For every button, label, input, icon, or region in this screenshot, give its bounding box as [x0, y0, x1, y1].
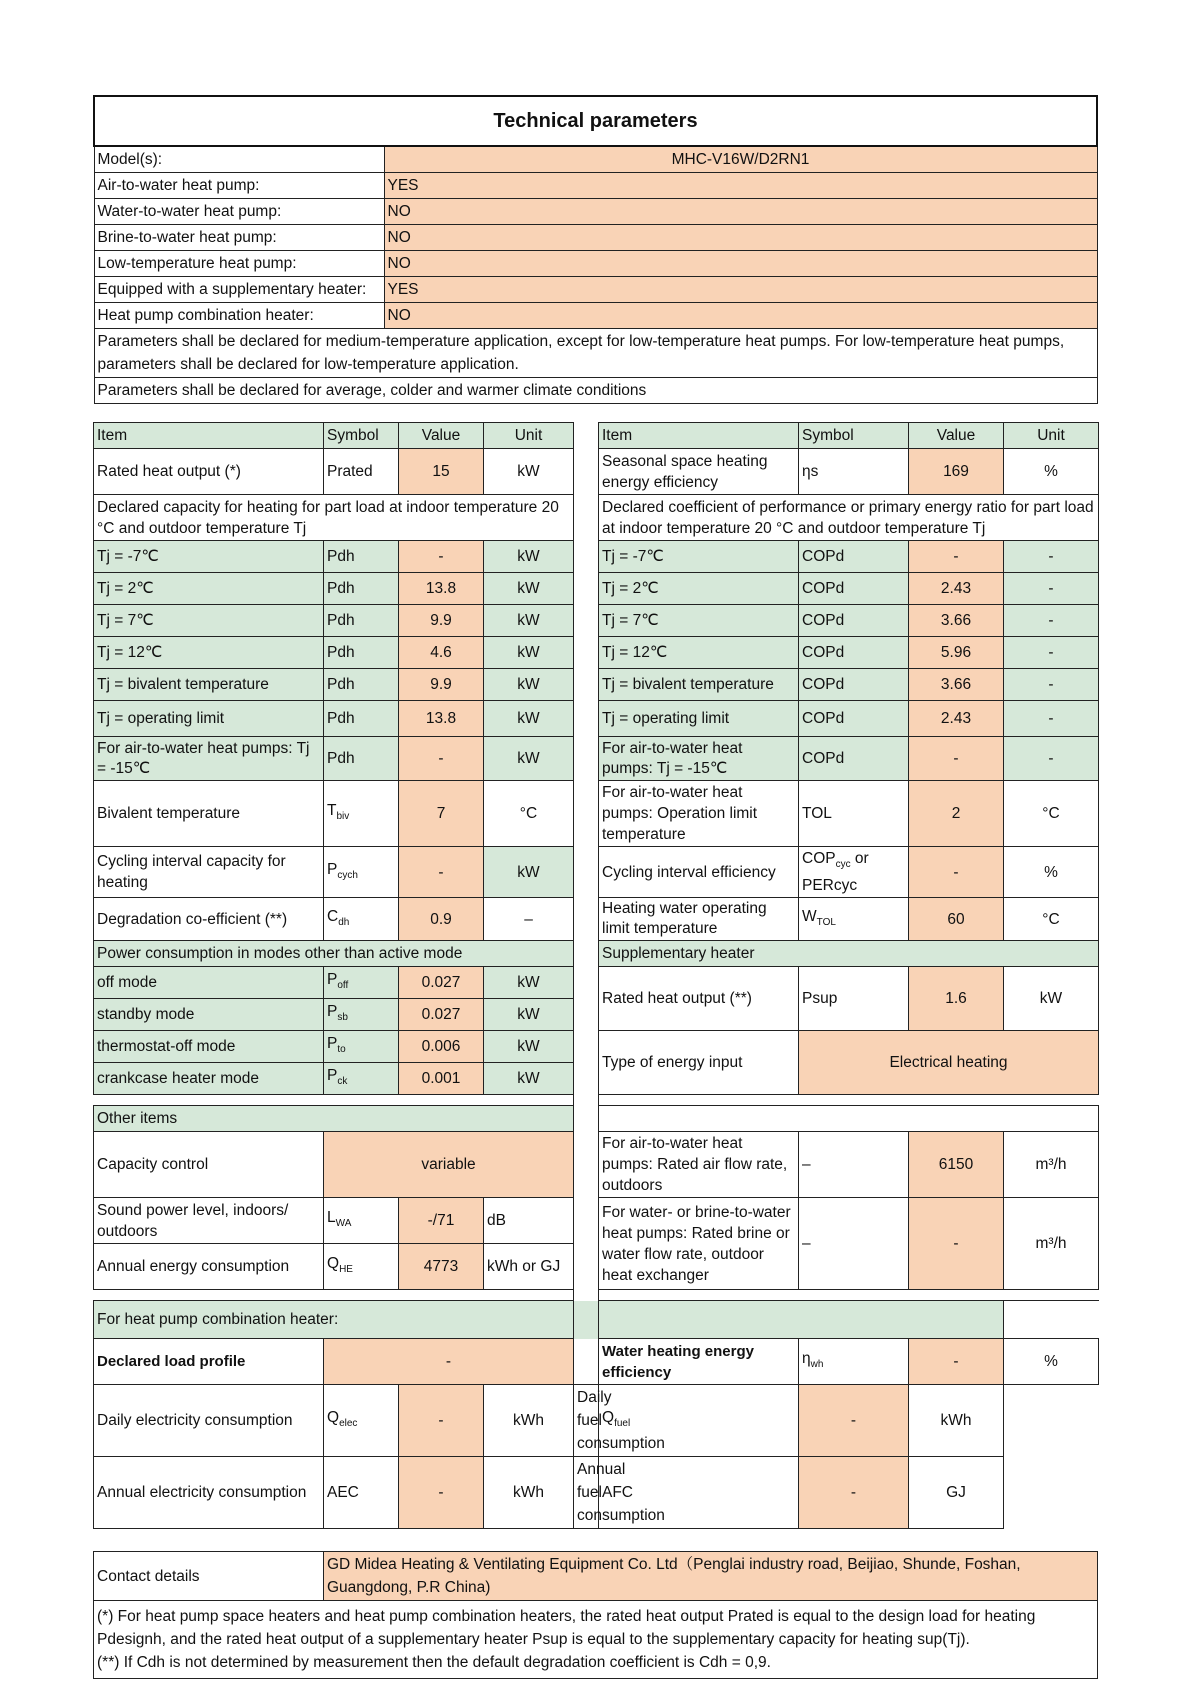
part-load-symbol: Pdh: [324, 541, 399, 573]
mode-value: 0.027: [399, 967, 484, 999]
flag-value: YES: [384, 277, 1097, 303]
part-load-symbol: Pdh: [324, 637, 399, 669]
flag-value: YES: [384, 173, 1097, 199]
bivalent-value: 7: [399, 781, 484, 847]
seasonal-unit: %: [1004, 449, 1099, 495]
application-note: Parameters shall be declared for medium-temperature application, except for low-temperature heat pumps. For low-temperature heat pumps, parameters shall be declared for low-temperature application.: [94, 329, 1097, 378]
annual-energy-unit: kWh or GJ: [484, 1244, 574, 1290]
annual-energy-value: 4773: [399, 1244, 484, 1290]
combination-heater-title: For heat pump combination heater:: [94, 1301, 1004, 1339]
cop-label: Tj = 12℃: [599, 637, 799, 669]
declared-capacity-title: Declared capacity for heating for part load at indoor temperature 20 °C and outdoor temperature Tj: [94, 495, 574, 541]
degradation-unit: –: [484, 898, 574, 941]
cop-value: 3.66: [909, 605, 1004, 637]
col-header-symbol: Symbol: [799, 423, 909, 449]
wtol-label: Heating water operating limit temperature: [599, 898, 799, 941]
part-load-unit: kW: [484, 637, 574, 669]
model-label: Model(s):: [94, 146, 384, 173]
flag-label: Heat pump combination heater:: [94, 303, 384, 329]
column-gap: [574, 423, 599, 1385]
daily-electricity-symbol: $Q_{elec}$: [324, 1385, 399, 1457]
part-load-symbol: Pdh: [324, 573, 399, 605]
supplementary-heater-title: Supplementary heater: [599, 941, 1099, 967]
part-load-label: Tj = 2℃: [94, 573, 324, 605]
daily-fuel-symbol: $Q_{fuel}$: [599, 1385, 799, 1457]
air-flow-unit: m³/h: [1004, 1132, 1099, 1198]
degradation-value: 0.9: [399, 898, 484, 941]
cop-symbol: COPd: [799, 573, 909, 605]
air-flow-symbol: –: [799, 1132, 909, 1198]
flag-value: NO: [384, 199, 1097, 225]
cop-label: Tj = bivalent temperature: [599, 669, 799, 701]
mode-unit: kW: [484, 999, 574, 1031]
part-load-value: 13.8: [399, 701, 484, 737]
technical-parameters-sheet: [93, 95, 1098, 1679]
mode-label: thermostat-off mode: [94, 1031, 324, 1063]
cop-label: Tj = 2℃: [599, 573, 799, 605]
supp-rated-label: Rated heat output (**): [599, 967, 799, 1031]
sound-label: Sound power level, indoors/ outdoors: [94, 1198, 324, 1244]
annual-fuel-label: Annual fuel consumption: [574, 1457, 599, 1529]
degradation-label: Degradation co-efficient (**): [94, 898, 324, 941]
bivalent-unit: °C: [484, 781, 574, 847]
degradation-symbol: $C_{dh}$: [324, 898, 399, 941]
header-table: [93, 95, 1098, 404]
sound-symbol: $L_{WA}$: [324, 1198, 399, 1244]
annual-fuel-symbol: AFC: [599, 1457, 799, 1529]
part-load-value: 9.9: [399, 605, 484, 637]
part-load-label: Tj = -7℃: [94, 541, 324, 573]
annual-energy-label: Annual energy consumption: [94, 1244, 324, 1290]
supp-rated-symbol: Psup: [799, 967, 909, 1031]
mode-unit: kW: [484, 967, 574, 999]
part-load-unit: kW: [484, 605, 574, 637]
brine-flow-value: -: [909, 1198, 1004, 1290]
col-header-item: Item: [599, 423, 799, 449]
cop-symbol: COPd: [799, 737, 909, 781]
mode-value: 0.006: [399, 1031, 484, 1063]
rated-unit: kW: [484, 449, 574, 495]
cop-value: -: [909, 737, 1004, 781]
part-load-value: -: [399, 541, 484, 573]
water-heating-efficiency-symbol: $\eta_{wh}$: [799, 1339, 909, 1385]
sound-unit: dB: [484, 1198, 574, 1244]
air-flow-value: 6150: [909, 1132, 1004, 1198]
footnote-rated: (*) For heat pump space heaters and heat pump combination heaters, the rated heat output Prated is equal to the design load for heating Pdesignh, and the rated heat output of a supplementary heater Psup is equal to the supplementary capacity for heating sup(Tj).: [97, 1608, 1036, 1649]
mode-label: crankcase heater mode: [94, 1063, 324, 1095]
cop-symbol: COPd: [799, 605, 909, 637]
cop-label: Tj = operating limit: [599, 701, 799, 737]
wtol-symbol: $W_{TOL}$: [799, 898, 909, 941]
mode-unit: kW: [484, 1063, 574, 1095]
cop-symbol: COPd: [799, 541, 909, 573]
part-load-label: Tj = bivalent temperature: [94, 669, 324, 701]
cop-value: -: [909, 541, 1004, 573]
cop-unit: -: [1004, 701, 1099, 737]
footer-table: [93, 1551, 1098, 1679]
col-header-value: Value: [909, 423, 1004, 449]
energy-input-value: Electrical heating: [799, 1031, 1099, 1095]
part-load-unit: kW: [484, 541, 574, 573]
parameters-table: [93, 422, 1099, 1529]
other-items-title: Other items: [94, 1106, 574, 1132]
supp-rated-value: 1.6: [909, 967, 1004, 1031]
page-title: Technical parameters: [94, 96, 1097, 146]
cop-value: 3.66: [909, 669, 1004, 701]
capacity-control-value: variable: [324, 1132, 574, 1198]
power-consumption-title: Power consumption in modes other than active mode: [94, 941, 574, 967]
part-load-unit: kW: [484, 573, 574, 605]
footnote-cdh: (**) If Cdh is not determined by measurement then the default degradation coefficient is Cdh = 0,9.: [97, 1654, 771, 1672]
col-header-unit: Unit: [484, 423, 574, 449]
part-load-symbol: Pdh: [324, 737, 399, 781]
flag-value: NO: [384, 303, 1097, 329]
part-load-unit: kW: [484, 737, 574, 781]
brine-flow-symbol: –: [799, 1198, 909, 1290]
daily-electricity-label: Daily electricity consumption: [94, 1385, 324, 1457]
rated-value: 15: [399, 449, 484, 495]
seasonal-efficiency-label: Seasonal space heating energy efficiency: [599, 449, 799, 495]
cycling-efficiency-unit: %: [1004, 847, 1099, 898]
part-load-symbol: Pdh: [324, 605, 399, 637]
mode-symbol: $P_{off}$: [324, 967, 399, 999]
part-load-label: Tj = operating limit: [94, 701, 324, 737]
part-load-value: 13.8: [399, 573, 484, 605]
contact-label: Contact details: [94, 1552, 324, 1601]
part-load-label: Tj = 7℃: [94, 605, 324, 637]
mode-symbol: $P_{sb}$: [324, 999, 399, 1031]
mode-unit: kW: [484, 1031, 574, 1063]
cop-unit: -: [1004, 573, 1099, 605]
brine-flow-label: For water- or brine-to-water heat pumps: Rated brine or water flow rate, outdoor heat exchanger: [599, 1198, 799, 1290]
annual-electricity-unit: kWh: [484, 1457, 574, 1529]
part-load-symbol: Pdh: [324, 669, 399, 701]
col-header-unit: Unit: [1004, 423, 1099, 449]
bivalent-symbol: $T_{biv}$: [324, 781, 399, 847]
cop-unit: -: [1004, 541, 1099, 573]
seasonal-value: 169: [909, 449, 1004, 495]
col-header-symbol: Symbol: [324, 423, 399, 449]
sound-value: -/71: [399, 1198, 484, 1244]
tol-value: 2: [909, 781, 1004, 847]
cycling-efficiency-symbol: $COP_{cyc}$ or PERcyc: [799, 847, 909, 898]
daily-electricity-value: -: [399, 1385, 484, 1457]
part-load-value: 4.6: [399, 637, 484, 669]
cycling-capacity-unit: kW: [484, 847, 574, 898]
other-items-blank: [599, 1106, 1099, 1132]
daily-fuel-label: Daily fuel consumption: [574, 1385, 599, 1457]
daily-electricity-unit: kWh: [484, 1385, 574, 1457]
mode-value: 0.001: [399, 1063, 484, 1095]
flag-value: NO: [384, 225, 1097, 251]
supp-rated-unit: kW: [1004, 967, 1099, 1031]
annual-fuel-value: -: [799, 1457, 909, 1529]
cop-symbol: COPd: [799, 669, 909, 701]
tol-unit: °C: [1004, 781, 1099, 847]
flag-value: NO: [384, 251, 1097, 277]
annual-electricity-value: -: [399, 1457, 484, 1529]
mode-value: 0.027: [399, 999, 484, 1031]
cop-label: Tj = 7℃: [599, 605, 799, 637]
flag-label: Equipped with a supplementary heater:: [94, 277, 384, 303]
cycling-efficiency-label: Cycling interval efficiency: [599, 847, 799, 898]
annual-electricity-label: Annual electricity consumption: [94, 1457, 324, 1529]
flag-label: Brine-to-water heat pump:: [94, 225, 384, 251]
tol-symbol: TOL: [799, 781, 909, 847]
wtol-value: 60: [909, 898, 1004, 941]
annual-fuel-unit: GJ: [909, 1457, 1004, 1529]
water-heating-efficiency-label: Water heating energy efficiency: [599, 1339, 799, 1385]
part-load-label: Tj = 12℃: [94, 637, 324, 669]
rated-symbol: Prated: [324, 449, 399, 495]
annual-electricity-symbol: AEC: [324, 1457, 399, 1529]
annual-energy-symbol: $Q_{HE}$: [324, 1244, 399, 1290]
cop-unit: -: [1004, 637, 1099, 669]
cop-label: For air-to-water heat pumps: Tj = -15℃: [599, 737, 799, 781]
cycling-capacity-symbol: $P_{cych}$: [324, 847, 399, 898]
climate-note: Parameters shall be declared for average, colder and warmer climate conditions: [94, 378, 1097, 404]
declared-cop-title: Declared coefficient of performance or primary energy ratio for part load at indoor temperature 20 °C and outdoor temperature Tj: [599, 495, 1099, 541]
energy-input-label: Type of energy input: [599, 1031, 799, 1095]
cop-unit: -: [1004, 605, 1099, 637]
cop-value: 5.96: [909, 637, 1004, 669]
capacity-control-label: Capacity control: [94, 1132, 324, 1198]
mode-label: standby mode: [94, 999, 324, 1031]
part-load-label: For air-to-water heat pumps: Tj = -15℃: [94, 737, 324, 781]
mode-symbol: $P_{to}$: [324, 1031, 399, 1063]
wtol-unit: °C: [1004, 898, 1099, 941]
tol-label: For air-to-water heat pumps: Operation limit temperature: [599, 781, 799, 847]
cop-unit: -: [1004, 669, 1099, 701]
flag-label: Low-temperature heat pump:: [94, 251, 384, 277]
water-heating-efficiency-unit: %: [1004, 1339, 1099, 1385]
daily-fuel-value: -: [799, 1385, 909, 1457]
mode-label: off mode: [94, 967, 324, 999]
air-flow-label: For air-to-water heat pumps: Rated air flow rate, outdoors: [599, 1132, 799, 1198]
flag-label: Air-to-water heat pump:: [94, 173, 384, 199]
col-header-value: Value: [399, 423, 484, 449]
part-load-unit: kW: [484, 701, 574, 737]
cop-label: Tj = -7℃: [599, 541, 799, 573]
footnotes: [94, 1601, 1098, 1679]
contact-value: GD Midea Heating & Ventilating Equipment Co. Ltd（Penglai industry road, Beijiao, Shunde, Foshan, Guangdong, P.R China): [324, 1552, 1098, 1601]
col-header-item: Item: [94, 423, 324, 449]
part-load-unit: kW: [484, 669, 574, 701]
cycling-capacity-label: Cycling interval capacity for heating: [94, 847, 324, 898]
seasonal-symbol: ηs: [799, 449, 909, 495]
mode-symbol: $P_{ck}$: [324, 1063, 399, 1095]
cop-value: 2.43: [909, 701, 1004, 737]
water-heating-efficiency-value: -: [909, 1339, 1004, 1385]
cycling-capacity-value: -: [399, 847, 484, 898]
bivalent-label: Bivalent temperature: [94, 781, 324, 847]
brine-flow-unit: m³/h: [1004, 1198, 1099, 1290]
cycling-efficiency-value: -: [909, 847, 1004, 898]
model-value: MHC-V16W/D2RN1: [384, 146, 1097, 173]
cop-value: 2.43: [909, 573, 1004, 605]
load-profile-value: -: [324, 1339, 574, 1385]
flag-label: Water-to-water heat pump:: [94, 199, 384, 225]
rated-heat-output-label: Rated heat output (*): [94, 449, 324, 495]
cop-symbol: COPd: [799, 637, 909, 669]
part-load-value: -: [399, 737, 484, 781]
daily-fuel-unit: kWh: [909, 1385, 1004, 1457]
load-profile-label: Declared load profile: [94, 1339, 324, 1385]
cop-unit: -: [1004, 737, 1099, 781]
part-load-symbol: Pdh: [324, 701, 399, 737]
cop-symbol: COPd: [799, 701, 909, 737]
part-load-value: 9.9: [399, 669, 484, 701]
